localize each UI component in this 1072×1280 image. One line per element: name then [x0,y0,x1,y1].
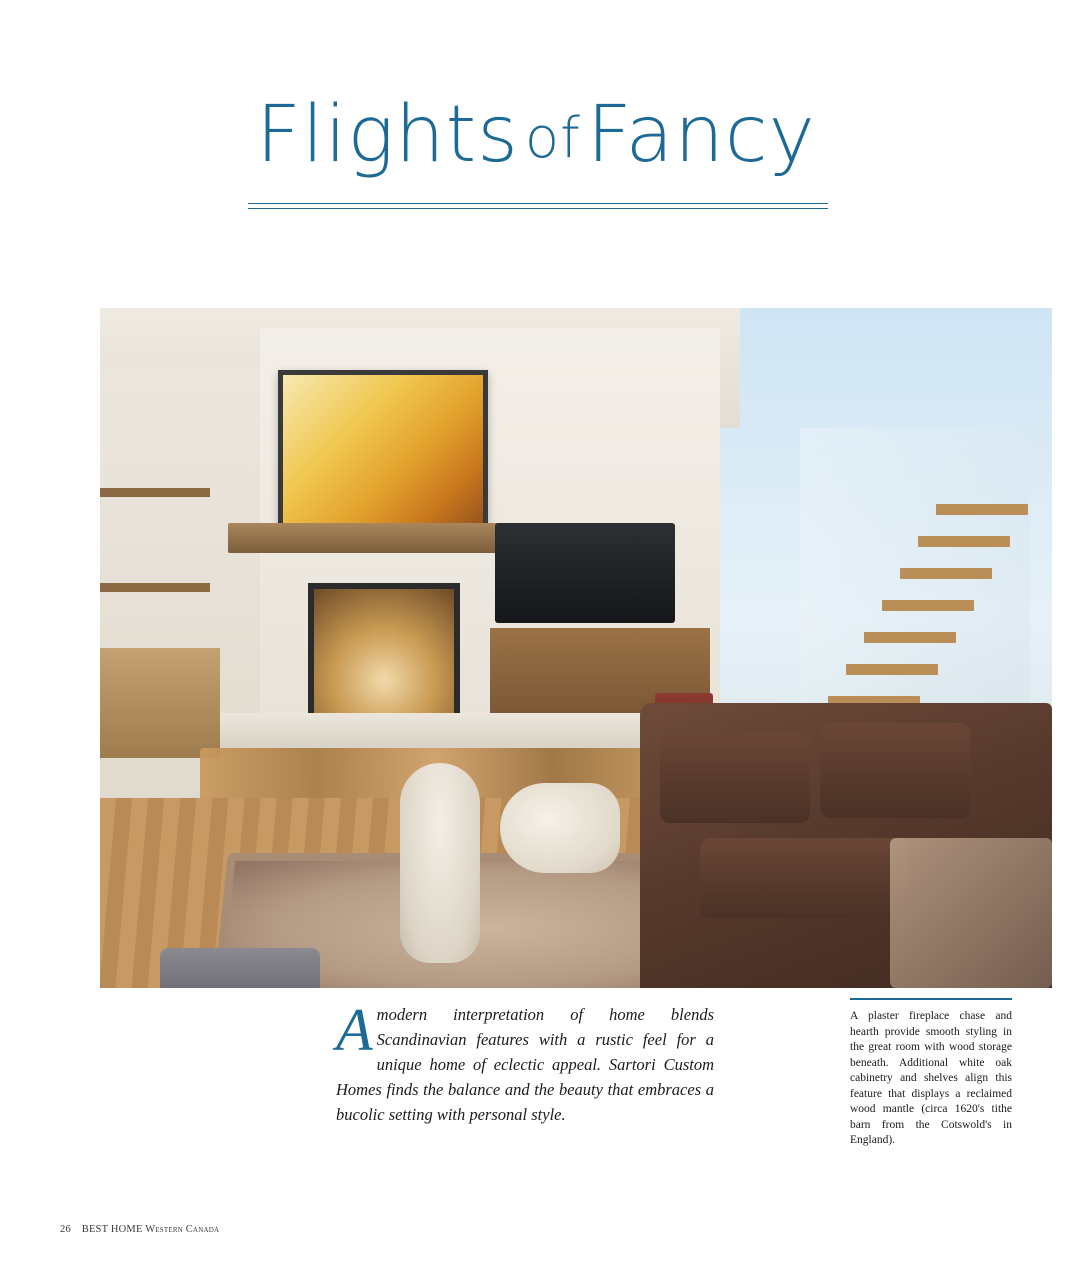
photo-abstract-artwork [278,370,488,540]
photo-firebox [308,583,460,725]
title-underline-upper [248,203,828,204]
photo-white-oak-cabinet [100,648,220,758]
page-number: 26 [60,1224,71,1235]
intro-paragraph [336,997,714,1127]
photo-floating-shelf-lower [100,583,210,592]
photo-stair-tread [900,568,992,579]
photo-television [495,523,675,623]
photo-stair-tread [882,600,974,611]
photo-stair-tread [936,504,1028,515]
title-word-of: of [524,106,581,171]
article-title [0,90,1072,180]
photo-sofa-cushion [700,838,910,918]
photo-fur-throw [890,838,1052,988]
photo-hearth [220,713,700,753]
title-word-fancy: Fancy [586,90,816,180]
living-room-photo-illustration [100,308,1052,988]
title-underline [248,203,828,209]
photo-stair-tread [918,536,1010,547]
publication-name: BEST HOME Western Canada [81,1224,220,1235]
intro-text: modern interpretation of home blends Scandinavian features with a rustic feel for a unique home of eclectic appeal. Sartori Custom Homes finds the balance and the beauty that embraces a bucolic setting with personal style. [336,1005,714,1124]
photo-grey-chair [160,948,320,988]
photo-floating-shelf-upper [100,488,210,497]
hero-photo [100,308,1052,988]
sidebar-rule [850,998,1012,1000]
title-underline-lower [248,208,828,209]
drop-cap: A [336,997,373,1063]
title-word-flights: Flights [256,90,519,180]
photo-sofa-cushion [820,723,970,818]
sidebar-text: A plaster fireplace chase and hearth provide smooth styling in the great room with wood storage beneath. Additional white oak cabinetry and shelves align this feature that displays a reclaimed wood mantle (circa 1620's tithe barn from the Cotswold's in England). [850,1010,1012,1146]
photo-stair-tread [846,664,938,675]
sidebar-note [850,998,1012,1149]
photo-dog-sitting [400,763,480,963]
page-title [0,90,1072,180]
page-footer [60,1224,460,1235]
photo-stair-tread [864,632,956,643]
photo-dog-lying [500,783,620,873]
photo-sofa-cushion [660,733,810,823]
